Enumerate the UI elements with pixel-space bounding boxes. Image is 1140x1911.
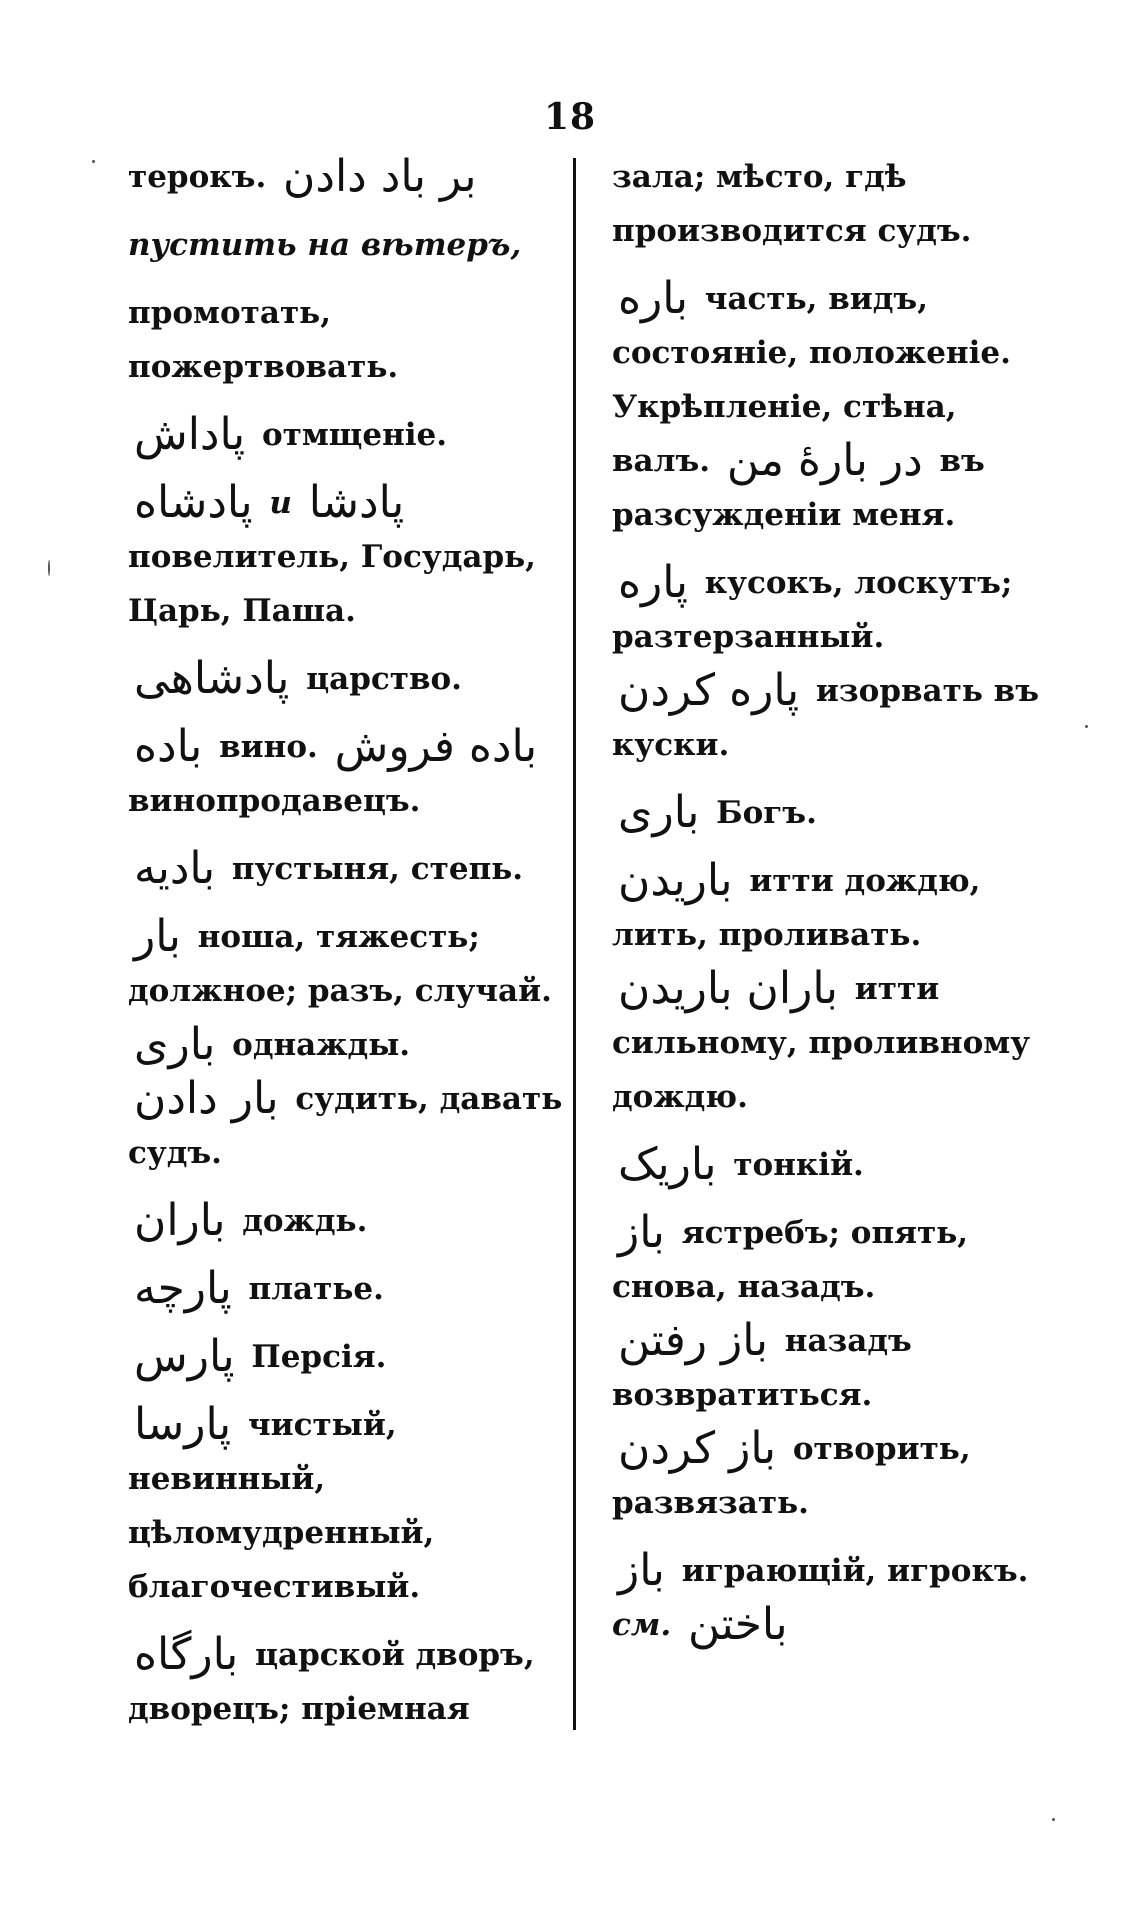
persian-headword: پارسا: [134, 1399, 232, 1450]
persian-headword: بارگاه: [134, 1629, 239, 1680]
print-speck: [48, 560, 50, 576]
right-column: [612, 150, 1042, 1666]
russian-gloss: терокъ.: [128, 159, 267, 195]
russian-gloss: пустыня, степь.: [231, 851, 524, 887]
russian-gloss: промотать, пожертвовать.: [128, 295, 399, 385]
persian-headword: باز رفتن: [618, 1315, 768, 1366]
persian-headword: در بارۀ من: [726, 435, 923, 486]
russian-gloss: винопродавецъ.: [128, 783, 421, 819]
persian-headword: باریدن: [618, 855, 733, 906]
dictionary-entry: [612, 272, 1042, 542]
persian-headword: پارچه: [134, 1263, 232, 1314]
persian-headword: پاره: [618, 557, 688, 608]
persian-headword: باره: [618, 273, 688, 324]
persian-headword: بار دادن: [134, 1073, 279, 1124]
russian-gloss: ястребъ; опять, снова, назадъ.: [612, 1215, 969, 1305]
russian-gloss: Богъ.: [716, 795, 817, 831]
dictionary-entry: [128, 218, 568, 272]
italic-gloss: см.: [612, 1607, 672, 1643]
persian-headword: پادشاه: [134, 477, 253, 528]
russian-gloss: царской дворъ, дворецъ; пріемная: [128, 1637, 535, 1727]
persian-headword: پادشا: [308, 477, 405, 528]
dictionary-entry: [128, 842, 568, 896]
russian-gloss: изорвать въ куски.: [612, 673, 1039, 763]
dictionary-entry: [128, 1398, 568, 1614]
dictionary-entry: [128, 150, 568, 204]
dictionary-entry: [612, 150, 1042, 258]
persian-headword: باختن: [687, 1599, 788, 1650]
dictionary-entry: [612, 556, 1042, 772]
russian-gloss: повелитель, Государь, Царь, Паша.: [128, 539, 536, 629]
persian-headword: باران: [134, 1195, 226, 1246]
italic-gloss: и: [269, 485, 292, 521]
russian-gloss: однажды.: [232, 1027, 411, 1063]
dictionary-entry: [612, 854, 1042, 1124]
persian-headword: باز: [618, 1545, 665, 1596]
persian-headword: باز کردن: [618, 1423, 777, 1474]
russian-gloss: итти дождю, лить, проливать.: [612, 863, 981, 953]
italic-gloss: пустить на вѣтеръ,: [128, 227, 522, 263]
dictionary-entry: [612, 1544, 1042, 1652]
dictionary-entry: [128, 1194, 568, 1248]
russian-gloss: назадъ возвратиться.: [612, 1323, 912, 1413]
persian-headword: پاداش: [134, 409, 246, 460]
russian-gloss: тонкій.: [733, 1147, 864, 1183]
russian-gloss: играющій, игрокъ.: [681, 1553, 1029, 1589]
dictionary-entry: [128, 1628, 568, 1736]
russian-gloss: Персія.: [251, 1339, 387, 1375]
persian-headword: پاره کردن: [618, 665, 800, 716]
russian-gloss: платье.: [248, 1271, 384, 1307]
russian-gloss: часть, видъ, состояніе, положеніе. Укрѣпленіе, стѣна, валъ.: [612, 281, 1011, 479]
dictionary-entry: [128, 720, 568, 828]
dictionary-entry: [128, 1262, 568, 1316]
dictionary-entry: [128, 1330, 568, 1384]
persian-headword: پارس: [134, 1331, 235, 1382]
russian-gloss: ноша, тяжесть; должное; разъ, случай.: [128, 919, 552, 1009]
russian-gloss: отворить, развязать.: [612, 1431, 971, 1521]
persian-headword: بار: [134, 911, 181, 962]
russian-gloss: чистый, невинный, цѣломудренный, благочестивый.: [128, 1407, 435, 1605]
russian-gloss: въ разсужденіи меня.: [612, 443, 985, 533]
print-speck: [92, 160, 95, 163]
persian-headword: باز: [618, 1207, 665, 1258]
dictionary-entry: [128, 408, 568, 462]
persian-headword: باده فروش: [334, 721, 538, 772]
print-speck: [1085, 725, 1088, 728]
persian-headword: باران باریدن: [618, 963, 838, 1014]
dictionary-entry: [128, 652, 568, 706]
left-column: [128, 150, 568, 1750]
dictionary-entry: [128, 476, 568, 638]
dictionary-entry: [612, 1138, 1042, 1192]
persian-headword: بر باد دادن: [283, 151, 477, 202]
russian-gloss: зала; мѣсто, гдѣ производится судъ.: [612, 159, 972, 249]
print-speck: [1052, 1818, 1055, 1821]
russian-gloss: отмщеніе.: [261, 417, 448, 453]
dictionary-entry: [612, 786, 1042, 840]
dictionary-entry: [612, 1206, 1042, 1530]
dictionary-entry: [128, 910, 568, 1180]
russian-gloss: вино.: [219, 729, 318, 765]
russian-gloss: итти сильному, проливному дождю.: [612, 971, 1031, 1115]
dictionary-entry: [128, 286, 568, 394]
page-number: 18: [543, 96, 597, 138]
persian-headword: بادیه: [134, 843, 216, 894]
persian-headword: پادشاهی: [134, 653, 290, 704]
persian-headword: باری: [618, 787, 700, 838]
russian-gloss: царство.: [306, 661, 462, 697]
column-divider: [573, 158, 576, 1730]
persian-headword: باده: [134, 721, 203, 772]
persian-headword: باریک: [618, 1139, 717, 1190]
russian-gloss: дождь.: [242, 1203, 368, 1239]
russian-gloss: кусокъ, лоскутъ; разтерзанный.: [612, 565, 1013, 655]
russian-gloss: судить, давать судъ.: [128, 1081, 563, 1171]
persian-headword: باری: [134, 1019, 216, 1070]
